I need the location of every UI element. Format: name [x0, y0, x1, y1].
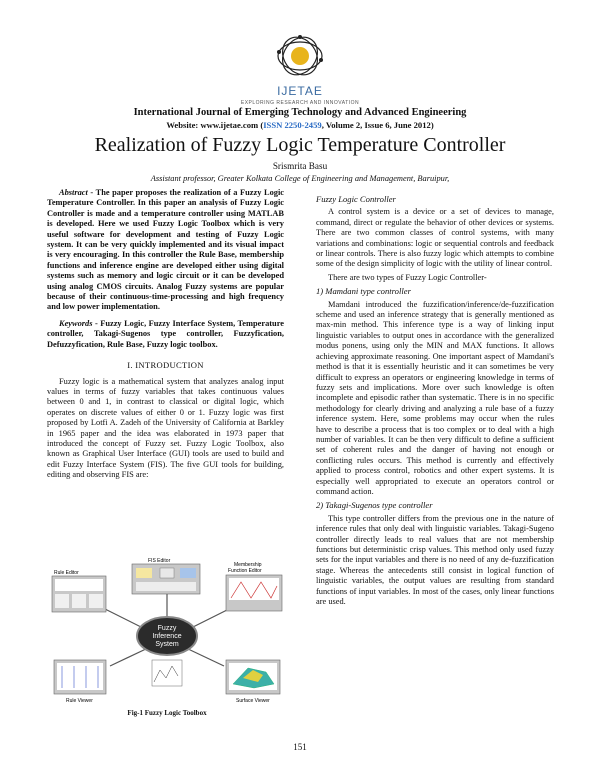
author-affiliation: Assistant professor, Greater Kolkata College of Engineering and Management, Baruipur, — [150, 174, 450, 183]
mf-editor-label-2: Function Editor — [228, 568, 262, 574]
heading-fuzzy-logic-controller: Fuzzy Logic Controller — [316, 194, 396, 204]
logo-wordmark: IJETAE — [277, 84, 323, 98]
website-prefix: Website: www.ijetae.com ( — [166, 120, 264, 130]
controller-types-intro: There are two types of Fuzzy Logic Controller- — [328, 272, 487, 282]
abstract-label: Abstract — [59, 188, 88, 197]
keywords-label: Keywords — [59, 318, 93, 328]
heading-mamdani: 1) Mamdani type controller — [316, 286, 411, 297]
paper-title: Realization of Fuzzy Logic Temperature Controller — [94, 134, 506, 156]
website-suffix: , Volume 2, Issue 6, June 2012) — [321, 120, 434, 130]
right-column — [316, 192, 554, 610]
section-heading-introduction: I. INTRODUCTION — [127, 360, 204, 371]
surface-viewer-label: Surface Viewer — [236, 698, 270, 704]
heading-takagi-sugeno: 2) Takagi-Sugenos type controller — [316, 500, 433, 511]
left-column — [47, 188, 284, 484]
journal-name: International Journal of Emerging Technology and Advanced Engineering — [133, 107, 467, 118]
mamdani-paragraph: Mamdani introduced the fuzzification/inference/de-fuzzification scheme and used an inference strategy that is generally mentioned as max-min method. This inference type is a way of linking input linguistic variables to output ones in accordance with the generalized modus ponens, using only the MIN and MAX functions. It allows achieving approximate reasoning. One important aspect of Mamdani's method is that it is essentially heuristic and it can sometimes be very difficult to express an operators or engineering knowledge in terms of fuzzy sets and implications. More over such knowledge is often incomplete and episodic rather than systematic. There is in no specific methodology for clearly driving and analyzing a rule base of a fuzzy inference system. Here, some problems may occur when the rules have to describe a process that is too complex or to deal with a high number of variables. It can be then very difficult to define a sufficient set of coherent rules and the danger of having not enough or conflicting rules occurs. This method is currently and effectively applied to process control, robotics and other expert systems. It is especially well appropriated to execute an operators control or command action. — [316, 299, 554, 496]
figure-caption: Fig-1 Fuzzy Logic Toolbox — [127, 709, 207, 717]
fis-label-3: System — [155, 641, 179, 648]
issn-link[interactable]: ISSN 2250-2459 — [263, 120, 322, 130]
intro-paragraph: Fuzzy logic is a mathematical system that analyzes analog input values in terms of fuzzy variables that takes continuous values between 0 and 1, in contrast to classical or digital logic, which operates on discrete values of either 0 or 1. Fuzzy logic was first proposed by Lotfi A. Zadeh of the University of California at Barkley in 1965 paper and the idea was elaborated in 1973 paper that introduced the concept of Fuzzy set. Fuzzy Logic Toolbox, also known as Graphical User Interface (GUI) tools are used to build and edit Fuzzy Interface System (FIS). The five GUI tools for building, editing and observing FIS are: — [47, 376, 284, 480]
controller-paragraph: A control system is a device or a set of devices to manage, command, direct or regulate the behavior of other devices or systems. There are two common classes of control systems, with many variations and combinations: logic or sequential controls and feedback or linear controls. There is also fuzzy logic which attempts to combine some of the design simplicity of logic with the utility of linear control. — [316, 207, 554, 269]
abstract-text: - The paper proposes the realization of a Fuzzy Logic Temperature Controller. In this paper an analysis of Fuzzy Logic Controller is made and a temperature controller using MATLAB is developed. Here we used Fuzzy Logic Toolbox which is very useful software for development and testing of Fuzzy Logic system. It can be very quickly implemented and its visual impact is very encouraging. In this controller the Rule Base, membership functions and inference engine are developed either using digital systems such as memory and logic circuit or it can be developed using analog CMOS circuits. Analog Fuzzy systems are popular because of their continuous-time-processing and high frequency and low power implementation. — [47, 188, 284, 312]
paper-author: Srismrita Basu — [272, 161, 328, 171]
keywords-text: - Fuzzy Logic, Fuzzy Interface System, Temperature controller, Takagi-Sugenos type controller, Fuzzyfication, Defuzzyfication, Rule Base, Fuzzy logic toolbox. — [47, 318, 284, 349]
fis-editor-label: FIS Editor — [148, 558, 171, 564]
page-number: 151 — [293, 742, 307, 752]
rule-viewer-label: Rule Viewer — [66, 698, 93, 704]
takagi-sugeno-paragraph: This type controller differs from the previous one in the nature of inference rules that only deal with linguistic variables. Takagi-Sugeno controller directly leads to real values that are not membership functions but deterministic crisp values. This method only used fuzzy sets for the input variables and there is no need of any de-fuzzification stage. Whereas the antecedents still consist in logical function of linguistic variables, the output values are resulting from standard functions of input variables. In most of the cases, only linear functions are used. — [316, 513, 554, 607]
fuzzy-toolbox-figure — [48, 556, 286, 706]
logo-tagline: EXPLORING RESEARCH AND INNOVATION — [240, 100, 360, 106]
rule-editor-label: Rule Editor — [54, 570, 79, 576]
mf-editor-label-1: Membership — [234, 562, 262, 568]
fis-label-1: Fuzzy — [157, 625, 177, 632]
journal-website-line — [0, 120, 600, 130]
abstract — [47, 188, 284, 313]
fis-label-2: Inference — [152, 633, 182, 640]
keywords — [47, 319, 284, 350]
